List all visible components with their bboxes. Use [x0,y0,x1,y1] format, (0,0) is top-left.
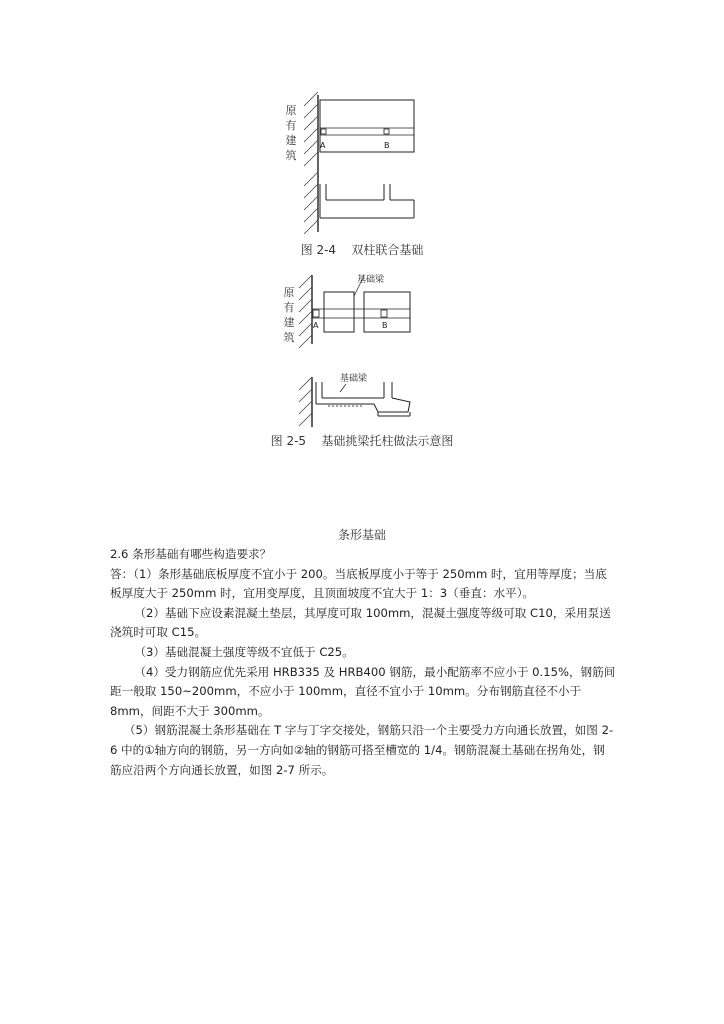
question-heading: 2.6 条形基础有哪些构造要求？ [110,547,272,561]
existing-building-label [281,285,297,345]
existing-building-label [283,103,299,163]
label-char: 原 [285,104,297,117]
figure-2-4-drawing [298,92,438,237]
answer-paragraph-5: （5）钢筋混凝土条形基础在 T 字与丁字交接处，钢筋只沿一个主要受力方向通长放置，如图 2-6 中的①轴方向的钢筋，另一方向如②轴的钢筋可搭至槽宽的 1/4。钢筋混凝土基础在拐角处，钢筋应沿两个方向通长放置，如图 2-7 所示。 [110,723,614,777]
figure-2-5 [0,260,724,440]
beam-label-top: 基础梁 [357,275,385,285]
point-a-label: A [320,141,326,150]
section-body [110,545,616,780]
figure-2-5-drawing [296,272,426,432]
answer-paragraph-2: （2）基础下应设素混凝土垫层，其厚度可取 100mm，混凝土强度等级可取 C10，采用泵送浇筑时可取 C15。 [110,605,611,640]
answer-paragraph-3: （3）基础混凝土强度等级不宜低于 C25。 [134,644,354,659]
label-char: 筑 [283,331,295,344]
label-char: 原 [283,286,295,299]
beam-label-bottom: 基础梁 [340,374,368,384]
point-b-label: B [382,321,388,330]
section-title: 条形基础 [337,528,386,542]
point-a-label: A [313,321,319,330]
label-char: 有 [285,119,297,132]
label-char: 建 [285,134,297,147]
figure-2-5-caption: 图 2-5 基础挑梁托柱做法示意图 [270,434,454,448]
label-char: 建 [283,316,295,329]
figure-2-4-caption: 图 2-4 双柱联合基础 [300,243,424,257]
label-char: 筑 [285,149,297,162]
figure-2-4 [0,0,724,260]
answer-paragraph-1: 答：（1）条形基础底板厚度不宜小于 200。当底板厚度小于等于 250mm 时，宜用等厚度；当底板厚度大于 250mm 时，宜用变厚度，且顶面坡度不宜大于 1：3（垂直：水平）。 [110,566,607,601]
label-char: 有 [283,301,295,314]
point-b-label: B [384,141,390,150]
answer-paragraph-4: （4）受力钢筋应优先采用 HRB335 及 HRB400 钢筋，最小配筋率不应小于 0.15%，钢筋间距一般取 150~200mm，不应小于 100mm，直径不宜小于 10mm。分布钢筋直径不小于 8mm，间距不大于 300mm。 [110,664,616,718]
